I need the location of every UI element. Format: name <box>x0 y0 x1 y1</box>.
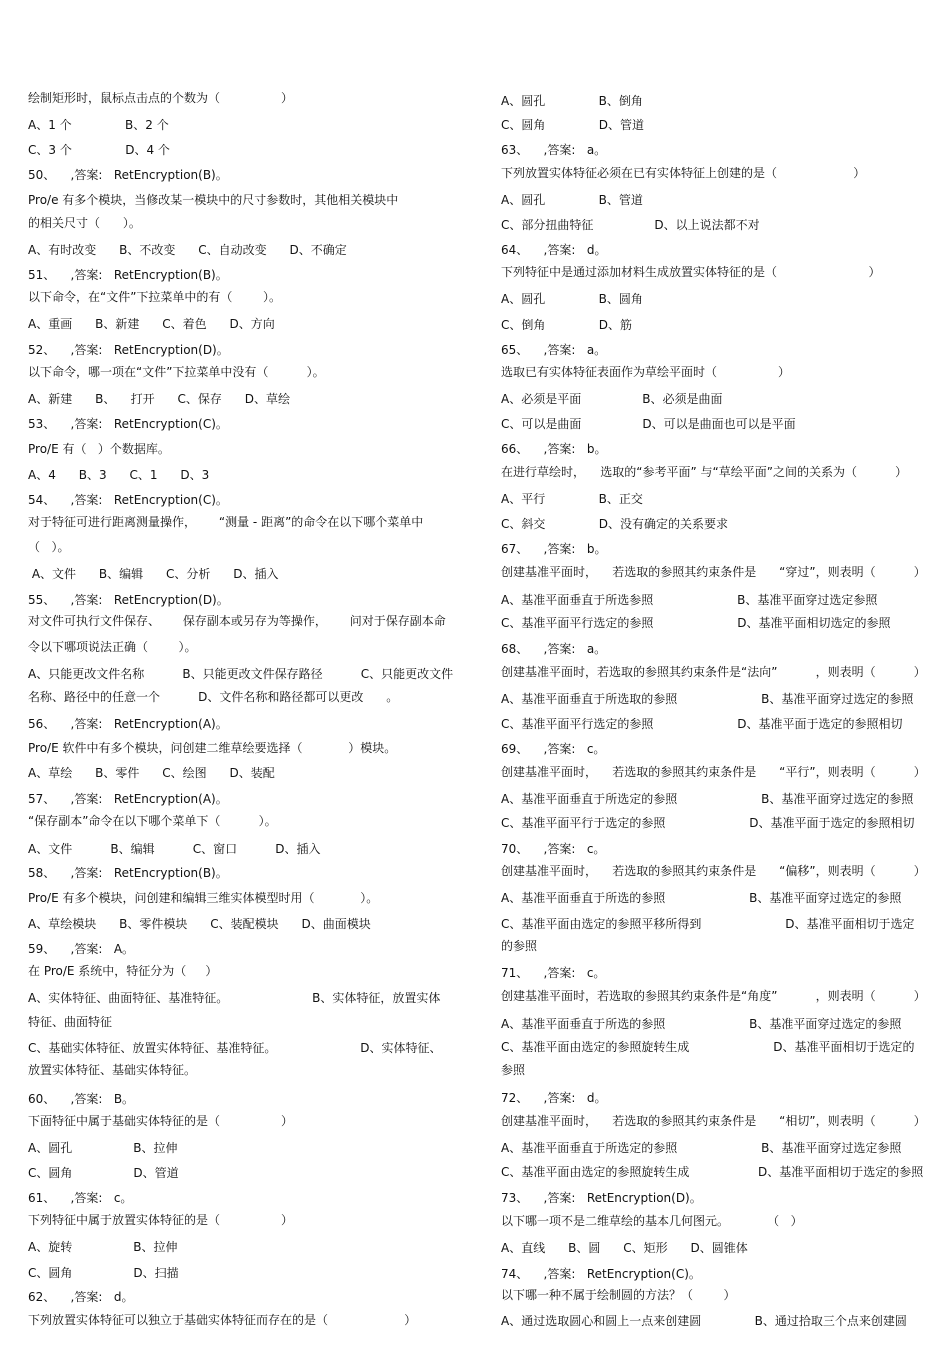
answer-line: 50、 ,答案: RetEncryption(B)。 <box>28 168 228 182</box>
text-line: 对文件可执行文件保存、 保存副本或另存为等操作， 问对于保存副本命 <box>28 614 446 628</box>
text-line: A、基准平面垂直于所选定的参照 B、基准平面穿过选定的参照 <box>501 792 914 806</box>
text-line: C、基准平面平行选定的参照 D、基准平面于选定的参照相切 <box>501 717 903 731</box>
text-line: 在进行草绘时， 选取的“参考平面” 与“草绘平面”之间的关系为（ ） <box>501 465 908 479</box>
text-line: A、基准平面垂直于所选的参照 B、基准平面穿过选定的参照 <box>501 891 902 905</box>
text-line: A、4 B、3 C、1 D、3 <box>28 468 210 482</box>
answer-line: 61、 ,答案: c。 <box>28 1191 133 1205</box>
answer-line: 74、 ,答案: RetEncryption(C)。 <box>501 1267 701 1281</box>
text-line: C、圆角 D、扫描 <box>28 1266 179 1280</box>
text-line: “保存副本”命令在以下哪个菜单下（ ）。 <box>28 814 277 828</box>
text-line: 选取已有实体特征表面作为草绘平面时（ ） <box>501 365 791 379</box>
text-line: 放置实体特征、基础实体特征。 <box>28 1063 197 1077</box>
text-line: A、基准平面垂直于所选定的参照 B、基准平面穿过选定参照 <box>501 1141 902 1155</box>
text-line: 创建基准平面时，若选取的参照其约束条件是“法向” ，则表明（ ） <box>501 665 926 679</box>
text-line: 下列放置实体特征可以独立于基础实体特征而存在的是（ ） <box>28 1313 417 1327</box>
answer-line: 65、 ,答案: a。 <box>501 343 607 357</box>
text-line: A、必须是平面 B、必须是曲面 <box>501 392 723 406</box>
text-line: 下列放置实体特征必须在已有实体特征上创建的是（ ） <box>501 166 866 180</box>
text-line: Pro/E 有（ ）个数据库。 <box>28 442 170 456</box>
text-line: C、斜交 D、没有确定的关系要求 <box>501 517 729 531</box>
text-line: A、重画 B、新建 C、着色 D、方向 <box>28 317 275 331</box>
answer-line: 63、 ,答案: a。 <box>501 143 607 157</box>
text-line: A、文件 B、编辑 C、窗口 D、插入 <box>28 842 321 856</box>
text-line: 创建基准平面时，若选取的参照其约束条件是“角度” ，则表明（ ） <box>501 989 926 1003</box>
answer-line: 62、 ,答案: d。 <box>28 1290 134 1304</box>
text-line: 的相关尺寸（ ）。 <box>28 216 141 230</box>
text-line: 以下哪一项不是二维草绘的基本几何图元。 （ ） <box>501 1214 803 1228</box>
text-line: 特征、曲面特征 <box>28 1015 113 1029</box>
text-line: 以下命令，哪一项在“文件”下拉菜单中没有（ ）。 <box>28 365 325 379</box>
text-line: （ ）。 <box>28 540 70 554</box>
text-line: A、圆孔 B、圆角 <box>501 292 643 306</box>
text-line: 对于特征可进行距离测量操作， “测量 - 距离”的命令在以下哪个菜单中 <box>28 515 424 529</box>
text-line: A、新建 B、 打开 C、保存 D、草绘 <box>28 392 290 406</box>
answer-line: 56、 ,答案: RetEncryption(A)。 <box>28 717 228 731</box>
text-line: 创建基准平面时， 若选取的参照其约束条件是 “平行”，则表明（ ） <box>501 765 926 779</box>
text-line: C、圆角 D、管道 <box>28 1166 179 1180</box>
text-line: C、倒角 D、筋 <box>501 318 633 332</box>
text-line: C、3 个 D、4 个 <box>28 143 170 157</box>
text-line: A、圆孔 B、拉伸 <box>28 1141 178 1155</box>
text-line: A、基准平面垂直于所选的参照 B、基准平面穿过选定的参照 <box>501 1017 902 1031</box>
text-line: Pro/E 有多个模块，问创建和编辑三维实体模型时用（ ）。 <box>28 891 379 905</box>
text-line: C、基准平面由选定的参照旋转生成 D、基准平面相切于选定的参照 <box>501 1165 924 1179</box>
text-line: 参照 <box>501 1063 526 1077</box>
text-line: 创建基准平面时， 若选取的参照其约束条件是 “穿过”，则表明（ ） <box>501 565 926 579</box>
text-line: C、基准平面由选定的参照平移所得到 D、基准平面相切于选定 <box>501 917 915 931</box>
text-line: C、基准平面平行于选定的参照 D、基准平面于选定的参照相切 <box>501 816 915 830</box>
text-line: 创建基准平面时， 若选取的参照其约束条件是 “相切”，则表明（ ） <box>501 1114 926 1128</box>
answer-line: 54、 ,答案: RetEncryption(C)。 <box>28 493 228 507</box>
text-line: 下列特征中属于放置实体特征的是（ ） <box>28 1213 294 1227</box>
text-line: A、平行 B、正交 <box>501 492 643 506</box>
answer-line: 60、 ,答案: B。 <box>28 1092 135 1106</box>
text-line: A、圆孔 B、倒角 <box>501 94 643 108</box>
text-line: C、基础实体特征、放置实体特征、基准特征。 D、实体特征、 <box>28 1041 442 1055</box>
answer-line: 64、 ,答案: d。 <box>501 243 607 257</box>
text-line: C、基准平面由选定的参照旋转生成 D、基准平面相切于选定的 <box>501 1040 915 1054</box>
answer-line: 58、 ,答案: RetEncryption(B)。 <box>28 866 228 880</box>
text-line: A、有时改变 B、不改变 C、自动改变 D、不确定 <box>28 243 347 257</box>
text-line: C、基准平面平行选定的参照 D、基准平面相切选定的参照 <box>501 616 891 630</box>
answer-line: 68、 ,答案: a。 <box>501 642 607 656</box>
text-line: 名称、路径中的任意一个 D、文件名称和路径都可以更改 。 <box>28 690 399 704</box>
text-line: 令以下哪项说法正确（ ）。 <box>28 640 197 654</box>
text-line: A、圆孔 B、管道 <box>501 193 643 207</box>
text-line: 以下哪一种不属于绘制圆的方法？（ ） <box>501 1288 736 1302</box>
answer-line: 70、 ,答案: c。 <box>501 842 606 856</box>
answer-line: 67、 ,答案: b。 <box>501 542 607 556</box>
answer-line: 72、 ,答案: d。 <box>501 1091 607 1105</box>
text-line: C、可以是曲面 D、可以是曲面也可以是平面 <box>501 417 796 431</box>
text-line: 以下命令，在“文件”下拉菜单中的有（ ）。 <box>28 290 281 304</box>
answer-line: 69、 ,答案: c。 <box>501 742 606 756</box>
text-line: A、1 个 B、2 个 <box>28 118 169 132</box>
answer-line: 71、 ,答案: c。 <box>501 966 606 980</box>
text-line: C、部分扭曲特征 D、以上说法都不对 <box>501 218 760 232</box>
answer-line: 57、 ,答案: RetEncryption(A)。 <box>28 792 228 806</box>
answer-line: 55、 ,答案: RetEncryption(D)。 <box>28 593 229 607</box>
answer-line: 52、 ,答案: RetEncryption(D)。 <box>28 343 229 357</box>
text-line: 的参照 <box>501 939 538 953</box>
text-line: A、草绘模块 B、零件模块 C、装配模块 D、曲面模块 <box>28 917 371 931</box>
text-line: A、通过选取圆心和圆上一点来创建圆 B、通过拾取三个点来创建圆 <box>501 1314 907 1328</box>
text-line: A、直线 B、圆 C、矩形 D、圆锥体 <box>501 1241 748 1255</box>
text-line: A、实体特征、曲面特征、基准特征。 B、实体特征，放置实体 <box>28 991 441 1005</box>
text-line: C、圆角 D、管道 <box>501 118 645 132</box>
answer-line: 53、 ,答案: RetEncryption(C)。 <box>28 417 228 431</box>
text-line: 下列特征中是通过添加材料生成放置实体特征的是（ ） <box>501 265 881 279</box>
answer-line: 73、 ,答案: RetEncryption(D)。 <box>501 1191 702 1205</box>
text-line: 下面特征中属于基础实体特征的是（ ） <box>28 1114 294 1128</box>
answer-line: 59、 ,答案: A。 <box>28 942 135 956</box>
text-line: 绘制矩形时，鼠标点击点的个数为（ ） <box>28 91 294 105</box>
text-line: Pro/e 有多个模块，当修改某一模块中的尺寸参数时，其他相关模块中 <box>28 193 399 207</box>
text-line: 在 Pro/E 系统中，特征分为（ ） <box>28 964 218 978</box>
answer-line: 66、 ,答案: b。 <box>501 442 607 456</box>
text-line: Pro/E 软件中有多个模块，问创建二维草绘要选择（ ）模块。 <box>28 741 397 755</box>
text-line: A、只能更改文件名称 B、只能更改文件保存路径 C、只能更改文件 <box>28 667 454 681</box>
answer-line: 51、 ,答案: RetEncryption(B)。 <box>28 268 228 282</box>
text-line: 创建基准平面时， 若选取的参照其约束条件是 “偏移”，则表明（ ） <box>501 864 926 878</box>
text-line: A、文件 B、编辑 C、分析 D、插入 <box>28 567 279 581</box>
text-line: A、基准平面垂直于所选参照 B、基准平面穿过选定参照 <box>501 593 878 607</box>
text-line: A、草绘 B、零件 C、绘图 D、装配 <box>28 766 275 780</box>
text-line: A、基准平面垂直于所选取的参照 B、基准平面穿过选定的参照 <box>501 692 914 706</box>
text-line: A、旋转 B、拉伸 <box>28 1240 178 1254</box>
